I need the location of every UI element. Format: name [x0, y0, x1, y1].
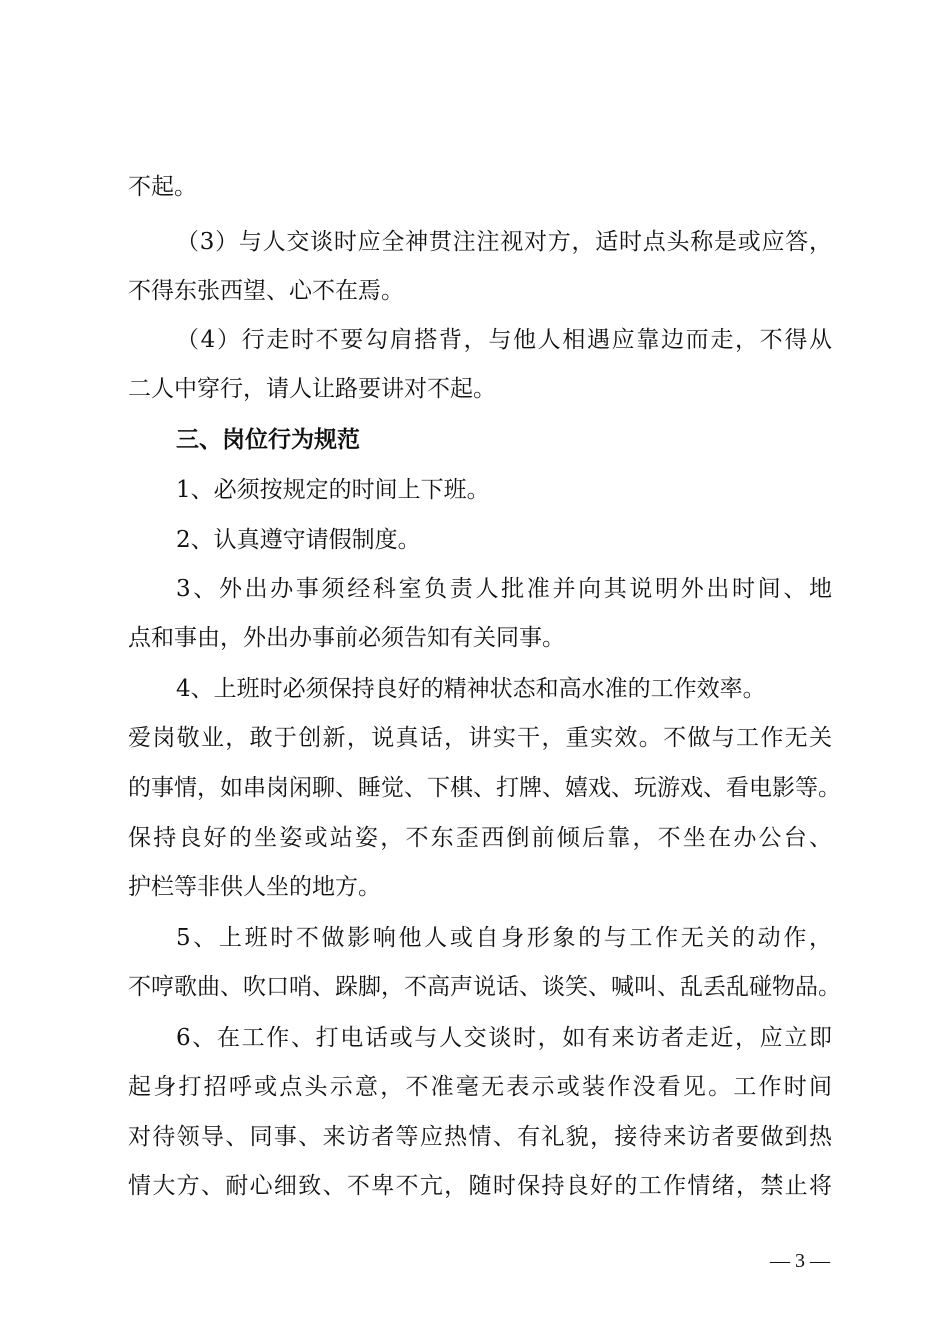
paragraph-line: 情大方、耐心细致、不卑不亢，随时保持良好的工作情绪，禁止将 — [128, 1173, 832, 1199]
paragraph-line: 5、上班时不做影响他人或自身形象的与工作无关的动作， — [176, 925, 832, 951]
paragraph-line: 4、上班时必须保持良好的精神状态和高水准的工作效率。 — [176, 676, 766, 702]
paragraph-line: 不哼歌曲、吹口哨、跺脚，不高声说话、谈笑、喊叫、乱丢乱碰物品。 — [128, 974, 841, 1000]
section-heading: 三、岗位行为规范 — [176, 427, 360, 453]
paragraph-line: 对待领导、同事、来访者等应热情、有礼貌，接待来访者要做到热 — [128, 1124, 832, 1150]
paragraph-line: 点和事由，外出办事前必须告知有关同事。 — [128, 625, 565, 651]
paragraph-line: 2、认真遵守请假制度。 — [176, 527, 421, 553]
paragraph-line: 的事情，如串岗闲聊、睡觉、下棋、打牌、嬉戏、玩游戏、看电影等。 — [128, 775, 841, 801]
paragraph-line: （3）与人交谈时应全神贯注注视对方，适时点头称是或应答， — [176, 229, 832, 255]
page-number: — 3 — — [770, 1250, 830, 1272]
paragraph-line: 3、外出办事须经科室负责人批准并向其说明外出时间、地 — [176, 576, 832, 602]
paragraph-line: 保持良好的坐姿或站姿，不东歪西倒前倾后靠，不坐在办公台、 — [128, 825, 832, 851]
paragraph-line: 不起。 — [128, 174, 197, 200]
paragraph-line: 护栏等非供人坐的地方。 — [128, 874, 381, 900]
paragraph-line: （4）行走时不要勾肩搭背，与他人相遇应靠边而走，不得从 — [176, 327, 832, 353]
paragraph-line: 6、在工作、打电话或与人交谈时，如有来访者走近，应立即 — [176, 1025, 832, 1051]
paragraph-line: 二人中穿行，请人让路要讲对不起。 — [128, 376, 496, 402]
paragraph-line: 不得东张西望、心不在焉。 — [128, 278, 404, 304]
paragraph-line: 起身打招呼或点头示意，不准毫无表示或装作没看见。工作时间 — [128, 1074, 832, 1100]
paragraph-line: 1、必须按规定的时间上下班。 — [176, 477, 490, 503]
paragraph-line: 爱岗敬业，敢于创新，说真话，讲实干，重实效。不做与工作无关 — [128, 725, 832, 751]
